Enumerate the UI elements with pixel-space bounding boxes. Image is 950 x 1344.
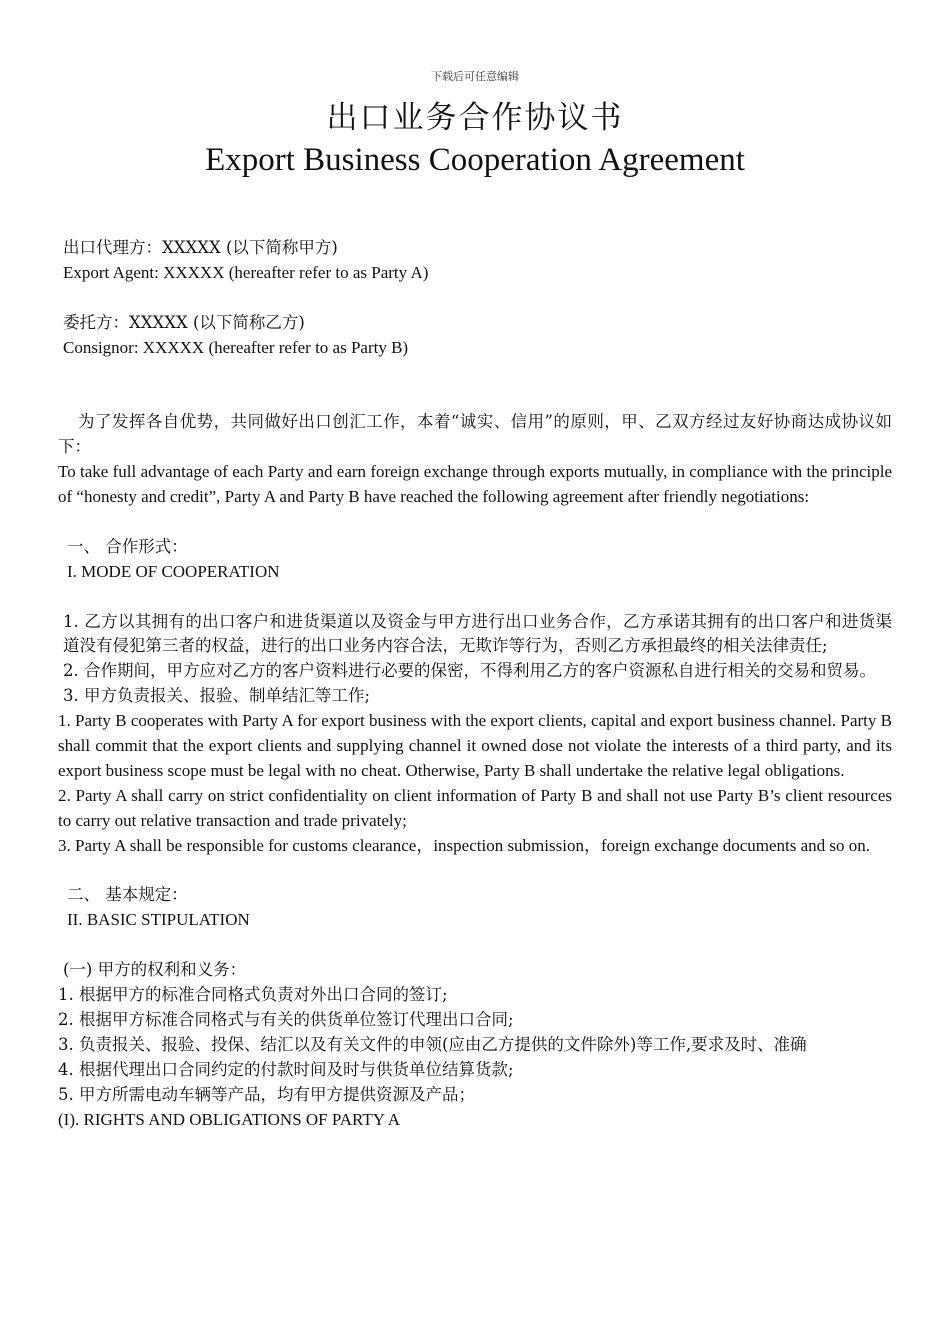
- section2-item-cn: 3. 负责报关、报验、投保、结汇以及有关文件的申领(应由乙方提供的文件除外)等工作,要求及时、准确: [58, 1034, 807, 1054]
- party-a-en: Export Agent: XXXXX (hereafter refer to as Party A): [63, 262, 429, 282]
- section2-subheading-en: (I). RIGHTS AND OBLIGATIONS OF PARTY A: [58, 1109, 400, 1129]
- section2-item-cn: 5. 甲方所需电动车辆等产品，均有甲方提供资源及产品；: [58, 1084, 475, 1104]
- section2-subheading-cn: (一) 甲方的权利和义务：: [63, 960, 247, 980]
- title-chinese: 出口业务合作协议书: [326, 100, 624, 136]
- section2-heading-cn: 二、 基本规定：: [67, 885, 188, 905]
- section2-item-cn: 2. 根据甲方标准合同格式与有关的供货单位签订代理出口合同;: [58, 1010, 514, 1029]
- header-note: 下载后可任意编辑: [431, 70, 519, 83]
- preamble-en: To take full advantage of each Party and earn foreign exchange through exports mutually, in compliance with the principle of “honesty and credit”, Party A and Party B have reached the following agreement after friendly negotiations:: [58, 462, 892, 507]
- party-a-cn: 出口代理方：XXXXX (以下简称甲方): [63, 238, 338, 257]
- section1-item-en: 1. Party B cooperates with Party A for export business with the export clients, capital and export business channel. Party B shall commit that the export clients and supplying channel it owned dose not violate the interests of a third party, and its export business scope must be legal with no cheat. Otherwise, Party B shall undertake the relative legal obligations.: [58, 711, 892, 780]
- section1-item-en: 3. Party A shall be responsible for customs clearance，inspection submission，foreign exchange documents and so on.: [58, 835, 871, 855]
- section1-heading-cn: 一、 合作形式：: [67, 536, 188, 556]
- preamble-cn: 为了发挥各自优势，共同做好出口创汇工作，本着“诚实、信用”的原则，甲、乙双方经过友好协商达成协议如下：: [58, 412, 892, 457]
- section1-item-en: 2. Party A shall carry on strict confidentiality on client information of Party B and shall not use Party B’s client resources to carry out relative transaction and trade privately;: [58, 785, 892, 830]
- section2-item-cn: 1. 根据甲方的标准合同格式负责对外出口合同的签订;: [58, 985, 448, 1005]
- section1-item-cn: 1. 乙方以其拥有的出口客户和进货渠道以及资金与甲方进行出口业务合作，乙方承诺其拥有的出口客户和进货渠道没有侵犯第三者的权益，进行的出口业务内容合法，无欺诈等行为，否则乙方承担最终的相关法律责任;: [63, 611, 892, 656]
- section2-item-cn: 4. 根据代理出口合同约定的付款时间及时与供货单位结算货款;: [58, 1059, 514, 1079]
- section1-item-cn: 3. 甲方负责报关、报验、制单结汇等工作;: [63, 686, 371, 706]
- section1-heading-en: I. MODE OF COOPERATION: [67, 561, 280, 581]
- party-b-en: Consignor: XXXXX (hereafter refer to as Party B): [63, 337, 409, 357]
- title-english: Export Business Cooperation Agreement: [205, 142, 745, 178]
- section2-heading-en: II. BASIC STIPULATION: [67, 910, 250, 930]
- party-b-cn: 委托方：XXXXX (以下简称乙方): [63, 312, 305, 332]
- section1-item-cn: 2. 合作期间，甲方应对乙方的客户资料进行必要的保密，不得利用乙方的客户资源私自进行相关的交易和贸易。: [63, 661, 876, 681]
- document-body: [58, 236, 892, 1133]
